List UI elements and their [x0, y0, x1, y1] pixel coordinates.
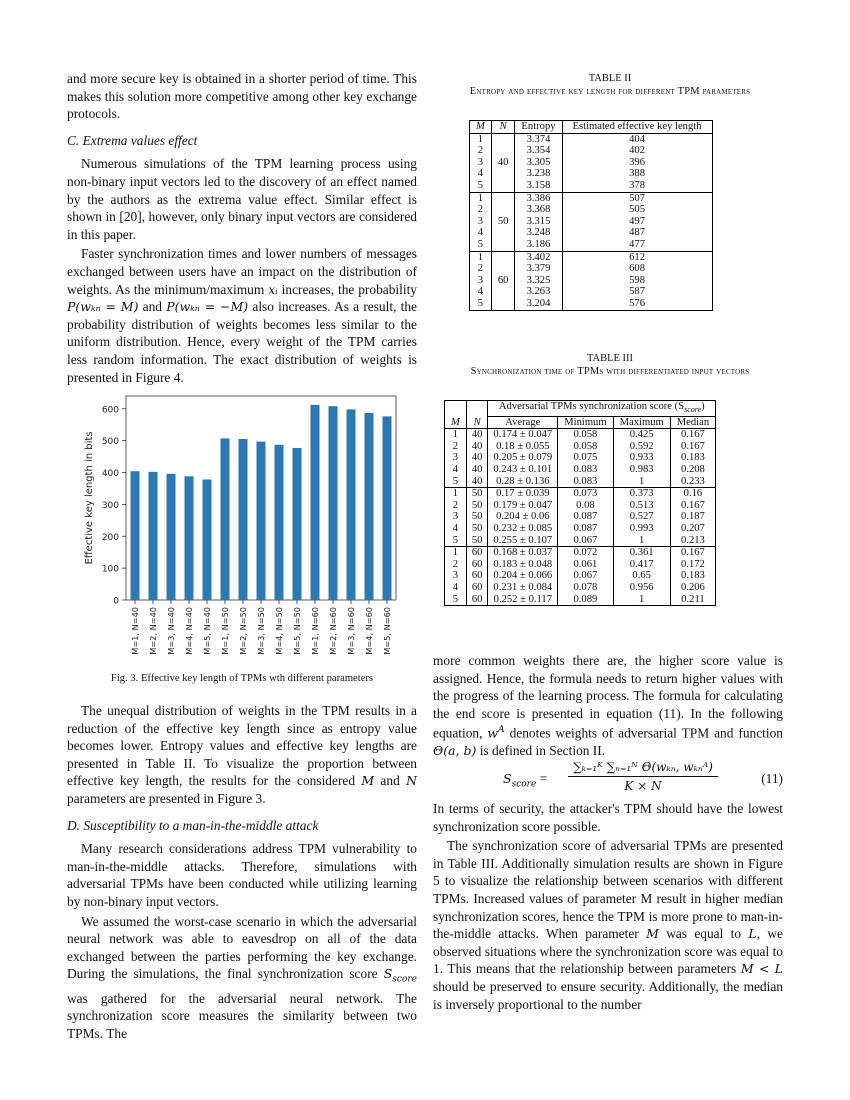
- table2-m-cell: 1: [470, 133, 492, 145]
- table2-entropy-cell: 3.305: [515, 157, 562, 169]
- paragraph-r1: more common weights there are, the higher score value is assigned. Hence, the formula needs to return higher values with the progress of the learning process. The formula for calculating the end score is presented in equation (11). In the following equation, $w^A$ denotes weights of adversarial TPM and function Θ(a, b) is defined in Section II.: [433, 653, 783, 759]
- table3-maximum-cell: 1: [613, 594, 670, 606]
- table3-m-cell: 1: [445, 429, 467, 441]
- table3-m-cell: 2: [445, 500, 467, 512]
- table2-m-cell: 5: [470, 239, 492, 251]
- table3-m-cell: 3: [445, 452, 467, 464]
- bar: [203, 480, 212, 600]
- table2-header-row: [470, 121, 713, 134]
- table2-entropy-cell: 3.368: [515, 204, 562, 216]
- table3-average-cell: 0.18 ± 0.055: [488, 441, 558, 453]
- bar: [347, 409, 356, 600]
- table3-minimum-cell: 0.075: [558, 452, 613, 464]
- table2-entropy-cell: 3.263: [515, 286, 562, 298]
- table3-average-cell: 0.231 ± 0.084: [488, 582, 558, 594]
- table-row: [445, 429, 716, 441]
- effective-key-length-bar-chart: [78, 388, 408, 668]
- table3-average-cell: 0.17 ± 0.039: [488, 488, 558, 500]
- table3-median-cell: 0.167: [670, 429, 715, 441]
- x-tick-label: M=1, N=50: [220, 607, 230, 655]
- table3-average-cell: 0.174 ± 0.047: [488, 429, 558, 441]
- table-row: [445, 594, 716, 606]
- table2-keylength-cell: 507: [562, 192, 712, 204]
- table3-m-cell: 4: [445, 582, 467, 594]
- table3-minimum-cell: 0.08: [558, 500, 613, 512]
- table3-m-cell: 5: [445, 535, 467, 547]
- table2-keylength-cell: 576: [562, 298, 712, 310]
- table2: [469, 120, 713, 311]
- table3-median-cell: 0.207: [670, 523, 715, 535]
- table3-maximum-cell: 0.983: [613, 464, 670, 476]
- table2-header-cell: N: [491, 121, 515, 134]
- table-row: [445, 582, 716, 594]
- table2-entropy-cell: 3.374: [515, 133, 562, 145]
- table2-m-cell: 4: [470, 168, 492, 180]
- table3-m-cell: 3: [445, 570, 467, 582]
- y-tick-label: 500: [101, 437, 119, 448]
- table2-label: TABLE II: [588, 73, 632, 84]
- table3-minimum-cell: 0.073: [558, 488, 613, 500]
- table2-keylength-cell: 587: [562, 286, 712, 298]
- table2-keylength-cell: 608: [562, 263, 712, 275]
- table3-n-cell: 40: [466, 452, 488, 464]
- table-row: [445, 488, 716, 500]
- left-column-top: [67, 70, 417, 386]
- equation-fraction: [568, 760, 718, 793]
- table3-average-cell: 0.232 ± 0.085: [488, 523, 558, 535]
- table-row: [445, 547, 716, 559]
- table2-m-cell: 3: [470, 275, 492, 287]
- section-d-title: D. Susceptibility to a man-in-the-middle attack: [67, 817, 319, 833]
- x-tick-label: M=2, N=60: [328, 607, 338, 655]
- table3-median-cell: 0.213: [670, 535, 715, 547]
- table2-entropy-cell: 3.158: [515, 180, 562, 192]
- bar: [311, 405, 320, 600]
- table3-super-header: Adversarial TPMs synchronization score $(S_{score})$: [488, 401, 716, 417]
- table3-median-cell: 0.183: [670, 570, 715, 582]
- bar: [329, 406, 338, 600]
- table3-average-cell: 0.243 ± 0.101: [488, 464, 558, 476]
- table3-maximum-cell: 0.361: [613, 547, 670, 559]
- table3-average-cell: 0.168 ± 0.037: [488, 547, 558, 559]
- table3-maximum-cell: 0.933: [613, 452, 670, 464]
- paragraph-r2: In terms of security, the attacker's TPM should have the lowest synchronization score possible.: [433, 801, 783, 834]
- table2-keylength-cell: 497: [562, 216, 712, 228]
- table3-n-cell: 40: [466, 476, 488, 488]
- x-tick-label: M=1, N=40: [130, 607, 140, 655]
- table3-n-cell: 40: [466, 441, 488, 453]
- bar: [131, 471, 140, 600]
- table3-header-n: N: [466, 401, 488, 429]
- paragraph-after-figure: The unequal distribution of weights in the TPM results in a reduction of the effective key length since as entropy value becomes lower. Entropy values and effective key lengths are presented in Table II. To visualize the proportion between effective key length, the results for the considered M and N parameters are presented in Figure 3.: [67, 703, 417, 806]
- table2-keylength-cell: 404: [562, 133, 712, 145]
- table3-maximum-cell: 0.527: [613, 511, 670, 523]
- y-tick-label: 300: [101, 500, 119, 511]
- table3-maximum-cell: 1: [613, 476, 670, 488]
- table3-header-cell: Median: [670, 416, 715, 429]
- x-tick-label: M=3, N=60: [346, 607, 356, 655]
- table3-m-cell: 2: [445, 441, 467, 453]
- table3-n-cell: 50: [466, 488, 488, 500]
- table2-keylength-cell: 388: [562, 168, 712, 180]
- table3-minimum-cell: 0.078: [558, 582, 613, 594]
- table-row: [445, 570, 716, 582]
- table3-minimum-cell: 0.083: [558, 464, 613, 476]
- table2-m-cell: 3: [470, 157, 492, 169]
- table2-m-cell: 2: [470, 263, 492, 275]
- table2-entropy-cell: 3.379: [515, 263, 562, 275]
- table-row: [470, 133, 713, 145]
- x-tick-label: M=5, N=50: [292, 607, 302, 655]
- table2-keylength-cell: 612: [562, 251, 712, 263]
- table2-keylength-cell: 477: [562, 239, 712, 251]
- table3-header-cell: Average: [488, 416, 558, 429]
- table3-minimum-cell: 0.087: [558, 511, 613, 523]
- x-tick-label: M=2, N=50: [238, 607, 248, 655]
- table2-entropy-cell: 3.186: [515, 239, 562, 251]
- y-tick-label: 400: [101, 469, 119, 479]
- table3-median-cell: 0.208: [670, 464, 715, 476]
- bar: [257, 442, 266, 600]
- table3-average-cell: 0.204 ± 0.06: [488, 511, 558, 523]
- table-row: [445, 523, 716, 535]
- section-c-title: C. Extrema values effect: [67, 132, 198, 148]
- bar: [167, 474, 176, 600]
- y-tick-label: 600: [101, 405, 119, 416]
- x-tick-label: M=5, N=60: [382, 607, 392, 655]
- paragraph-r3: The synchronization score of adversarial TPMs are presented in Table III. Additionally simulation results are shown in Figure 5 to visualize the relationship between scenarios with different TPMs. Increased values of parameter M result in higher median synchronization scores, hence the TPM is more prone to man-in-the-middle attacks. When parameter M was equal to L, we observed situations where the synchronization score was equal to 1. This means that the relationship between parameters M < L should be preserved to ensure security. Additionally, the median is inversely proportional to the number: [433, 838, 783, 1012]
- bar: [149, 472, 158, 600]
- table2-entropy-cell: 3.315: [515, 216, 562, 228]
- table2-m-cell: 4: [470, 286, 492, 298]
- table2-title: Entropy and effective key length for different TPM parameters: [469, 86, 751, 97]
- table3-average-cell: 0.205 ± 0.079: [488, 452, 558, 464]
- table-row: [445, 441, 716, 453]
- table3-m-cell: 5: [445, 476, 467, 488]
- table2-keylength-cell: 378: [562, 180, 712, 192]
- table-row: [445, 511, 716, 523]
- table-row: [445, 559, 716, 571]
- bar: [383, 416, 392, 600]
- table2-caption: [440, 72, 780, 98]
- table3-minimum-cell: 0.067: [558, 570, 613, 582]
- table3-median-cell: 0.233: [670, 476, 715, 488]
- table3-n-cell: 50: [466, 535, 488, 547]
- table3-maximum-cell: 0.956: [613, 582, 670, 594]
- table-row: [470, 251, 713, 263]
- table3-average-cell: 0.252 ± 0.117: [488, 594, 558, 606]
- table3-minimum-cell: 0.083: [558, 476, 613, 488]
- bar: [293, 448, 302, 600]
- table3-n-cell: 50: [466, 500, 488, 512]
- table3-m-cell: 2: [445, 559, 467, 571]
- table2-m-cell: 1: [470, 192, 492, 204]
- table3-n-cell: 40: [466, 464, 488, 476]
- table3-n-cell: 50: [466, 523, 488, 535]
- table3-n-cell: 60: [466, 570, 488, 582]
- table2-entropy-cell: 3.238: [515, 168, 562, 180]
- table3-n-cell: 50: [466, 511, 488, 523]
- left-column-bottom: [67, 702, 417, 1042]
- table3-maximum-cell: 0.513: [613, 500, 670, 512]
- table3-m-cell: 1: [445, 488, 467, 500]
- table2-header-cell: Entropy: [515, 121, 562, 134]
- table3-median-cell: 0.206: [670, 582, 715, 594]
- table3-minimum-cell: 0.072: [558, 547, 613, 559]
- x-tick-label: M=3, N=50: [256, 607, 266, 655]
- table3-median-cell: 0.187: [670, 511, 715, 523]
- table3-average-cell: 0.183 ± 0.048: [488, 559, 558, 571]
- bar: [365, 413, 374, 600]
- x-tick-label: M=3, N=40: [166, 607, 176, 655]
- table2-keylength-cell: 598: [562, 275, 712, 287]
- table3-median-cell: 0.211: [670, 594, 715, 606]
- table2-keylength-cell: 396: [562, 157, 712, 169]
- bar: [239, 439, 248, 600]
- x-tick-label: M=5, N=40: [202, 607, 212, 655]
- table3-average-cell: 0.204 ± 0.066: [488, 570, 558, 582]
- table3-m-cell: 1: [445, 547, 467, 559]
- table2-header-cell: M: [470, 121, 492, 134]
- table2-entropy-cell: 3.386: [515, 192, 562, 204]
- table2-m-cell: 5: [470, 180, 492, 192]
- table2-entropy-cell: 3.354: [515, 145, 562, 157]
- x-tick-label: M=2, N=40: [148, 607, 158, 655]
- table3-maximum-cell: 1: [613, 535, 670, 547]
- right-column-text-bottom: [433, 800, 783, 1013]
- table-row: [445, 535, 716, 547]
- table2-n-cell: 50: [491, 192, 515, 251]
- table3-maximum-cell: 0.65: [613, 570, 670, 582]
- paragraph-d1: Many research considerations address TPM vulnerability to man-in-the-middle attacks. Therefore, simulations with adversarial TPMs have been conducted while utilizing learning by non-binary input vectors.: [67, 841, 417, 909]
- right-column-text-top: [433, 652, 783, 760]
- table2-n-cell: 60: [491, 251, 515, 310]
- table2-header-cell: Estimated effective key length: [562, 121, 712, 134]
- table2-n-cell: 40: [491, 133, 515, 192]
- table3-minimum-cell: 0.087: [558, 523, 613, 535]
- table3-m-cell: 3: [445, 511, 467, 523]
- table3-median-cell: 0.183: [670, 452, 715, 464]
- table3-caption: [440, 352, 780, 378]
- table2-keylength-cell: 505: [562, 204, 712, 216]
- x-tick-label: M=4, N=50: [274, 607, 284, 655]
- table3-minimum-cell: 0.058: [558, 429, 613, 441]
- paragraph-c2: Faster synchronization times and lower numbers of messages exchanged between users have an impact on the distribution of weights. As the minimum/maximum xᵢ increases, the probability P(wₖₙ = M) and P(wₖₙ = −M) also increases. As a result, the probability distribution of weights becomes less similar to the uniform distribution. Hence, every weight of the TPM carries less random information. The exact distribution of weights is presented in Figure 4.: [67, 246, 417, 385]
- table2-m-cell: 2: [470, 204, 492, 216]
- table-row: [445, 452, 716, 464]
- table-row: [445, 500, 716, 512]
- table3-n-cell: 40: [466, 429, 488, 441]
- x-tick-label: M=4, N=60: [364, 607, 374, 655]
- table3-minimum-cell: 0.058: [558, 441, 613, 453]
- paragraph-c1: Numerous simulations of the TPM learning process using non-binary input vectors led to the discovery of an effect named by the authors as the extrema value effect. Similar effect is shown in [20], however, only binary input vectors are considered in this paper.: [67, 156, 417, 242]
- table3-maximum-cell: 0.425: [613, 429, 670, 441]
- bar: [221, 438, 230, 600]
- table3-median-cell: 0.167: [670, 547, 715, 559]
- table2-m-cell: 4: [470, 227, 492, 239]
- table3-maximum-cell: 0.417: [613, 559, 670, 571]
- table3-n-cell: 60: [466, 547, 488, 559]
- table2-keylength-cell: 402: [562, 145, 712, 157]
- table2-m-cell: 2: [470, 145, 492, 157]
- table3-header-cell: Minimum: [558, 416, 613, 429]
- table3-m-cell: 4: [445, 523, 467, 535]
- table2-keylength-cell: 487: [562, 227, 712, 239]
- table3-m-cell: 5: [445, 594, 467, 606]
- table3-minimum-cell: 0.061: [558, 559, 613, 571]
- table3: [444, 400, 716, 606]
- equation-lhs: $S_{score}$ =: [503, 771, 548, 790]
- table3-average-cell: 0.28 ± 0.136: [488, 476, 558, 488]
- table2-entropy-cell: 3.402: [515, 251, 562, 263]
- table3-median-cell: 0.167: [670, 441, 715, 453]
- equation-label: (11): [761, 771, 783, 786]
- table3-median-cell: 0.172: [670, 559, 715, 571]
- table3-label: TABLE III: [586, 353, 634, 364]
- paragraph-d2: We assumed the worst-case scenario in which the adversarial neural network was able to eavesdrop on all of the data exchanged between the parties performing the key exchange. During the simulations, the final synchronization score $S_{score}$ was gathered for the adversarial neural network. The synchronization score measures the similarity between two TPMs. The: [67, 913, 417, 1041]
- table-row: [470, 192, 713, 204]
- table3-m-cell: 4: [445, 464, 467, 476]
- paragraph-intro: and more secure key is obtained in a shorter period of time. This makes this solution more competitive among other key exchange protocols.: [67, 71, 417, 122]
- table3-maximum-cell: 0.592: [613, 441, 670, 453]
- x-tick-label: M=4, N=40: [184, 607, 194, 655]
- table2-entropy-cell: 3.248: [515, 227, 562, 239]
- table3-minimum-cell: 0.067: [558, 535, 613, 547]
- table3-title: Synchronization time of TPMs with differentiated input vectors: [470, 366, 750, 377]
- table2-entropy-cell: 3.204: [515, 298, 562, 310]
- table2-m-cell: 1: [470, 251, 492, 263]
- table2-entropy-cell: 3.325: [515, 275, 562, 287]
- table3-minimum-cell: 0.089: [558, 594, 613, 606]
- table3-average-cell: 0.255 ± 0.107: [488, 535, 558, 547]
- figure-3-caption: Fig. 3. Effective key length of TPMs wth different parameters: [110, 673, 374, 684]
- y-tick-label: 100: [101, 564, 119, 575]
- x-tick-label: M=1, N=60: [310, 607, 320, 655]
- table3-n-cell: 60: [466, 594, 488, 606]
- table3-header-cell: Maximum: [613, 416, 670, 429]
- bar: [185, 476, 194, 600]
- table3-median-cell: 0.167: [670, 500, 715, 512]
- table-row: [445, 476, 716, 488]
- table3-n-cell: 60: [466, 582, 488, 594]
- table3-maximum-cell: 0.993: [613, 523, 670, 535]
- table2-m-cell: 5: [470, 298, 492, 310]
- table-row: [445, 464, 716, 476]
- table3-n-cell: 60: [466, 559, 488, 571]
- bar: [275, 445, 284, 600]
- table3-average-cell: 0.179 ± 0.047: [488, 500, 558, 512]
- y-tick-label: 0: [113, 596, 119, 607]
- table3-superheader-row: [445, 401, 716, 417]
- equation-11: [433, 760, 783, 800]
- table3-median-cell: 0.16: [670, 488, 715, 500]
- equation-denominator: K × N: [624, 779, 662, 793]
- y-axis-label: Effective key length in bits: [84, 431, 95, 565]
- table2-m-cell: 3: [470, 216, 492, 228]
- table3-header-m: M: [445, 401, 467, 429]
- y-tick-label: 200: [101, 532, 119, 543]
- equation-numerator: ∑ₖ₌₁ᴷ ∑ₙ₌₁ᴺ Θ(wₖₙ, wₖₙᴬ): [568, 760, 718, 777]
- table3-maximum-cell: 0.373: [613, 488, 670, 500]
